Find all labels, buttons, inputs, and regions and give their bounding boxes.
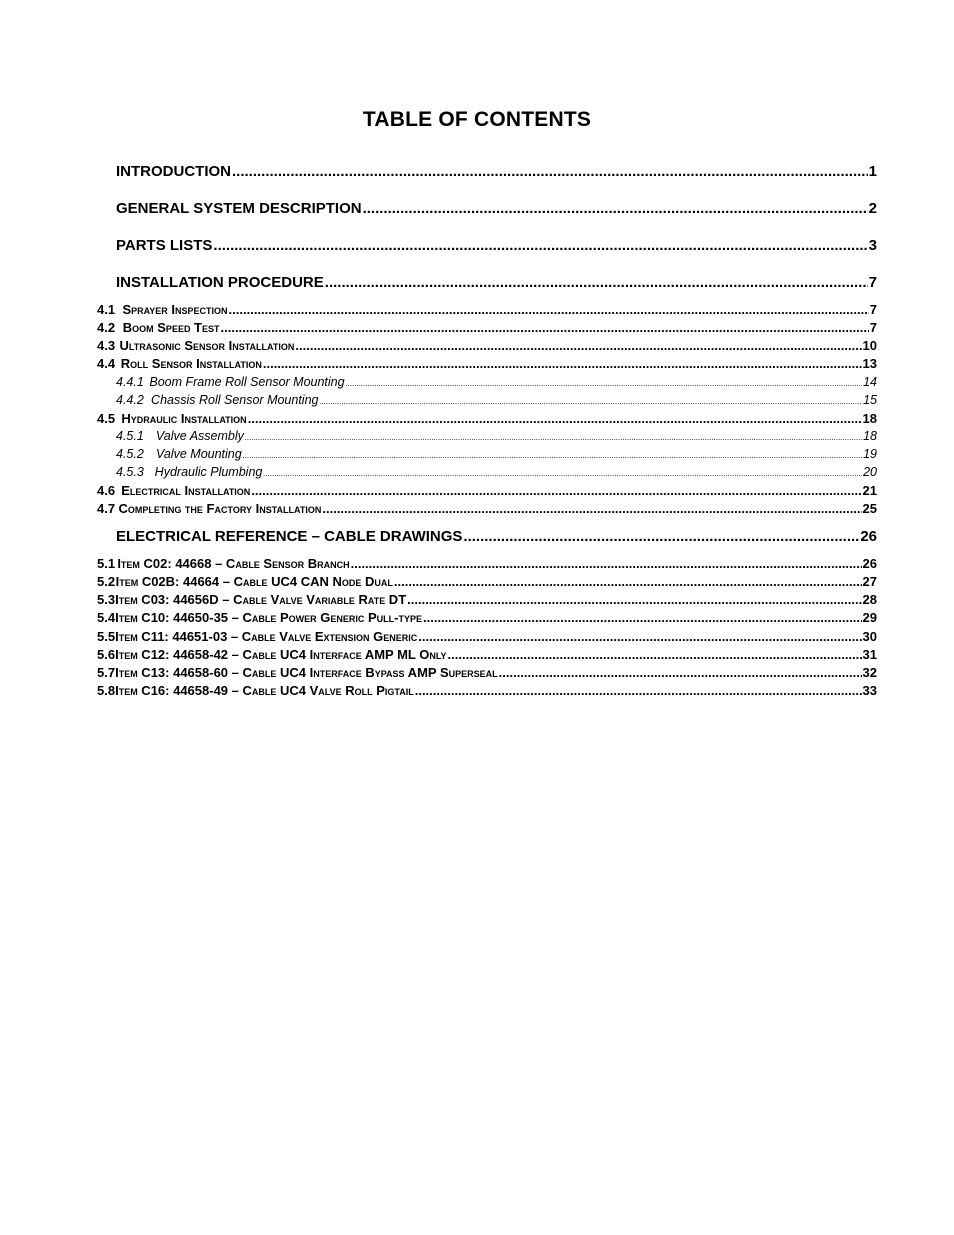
toc-entry-number: 4.2 [97, 320, 116, 335]
toc-entry-number: 4.4 [97, 356, 116, 371]
toc-entry-page: 30 [862, 629, 877, 644]
toc-entry-text: INTRODUCTION [116, 163, 231, 180]
toc-entry-text: Hydraulic Plumbing [154, 465, 263, 479]
toc-entry-number: 5.2 [97, 574, 116, 589]
toc-entry-number: 4.5 [97, 411, 116, 426]
toc-entry-page: 19 [863, 447, 877, 461]
toc-entry-4-4[interactable] [97, 356, 877, 371]
toc-entry-text: Boom Speed Test [122, 320, 220, 335]
toc-entry-4-4-2[interactable] [116, 393, 877, 407]
toc-entry-text: Ultrasonic Sensor Installation [119, 338, 295, 353]
toc-entry-page: 18 [862, 411, 877, 426]
toc-entry-text: Completing the Factory Installation [118, 501, 322, 516]
toc-entry-4-4-1[interactable] [116, 375, 877, 389]
toc-entry-5-4[interactable] [97, 610, 877, 625]
toc-entry-number: 5.7 [97, 665, 116, 680]
toc-entry-page: 18 [863, 429, 877, 443]
toc-entry-introduction[interactable] [116, 163, 877, 180]
toc-entry-text: Item C13: 44658-60 – Cable UC4 Interface Bypass AMP Superseal [115, 665, 498, 680]
toc-entry-page: 7 [868, 274, 877, 291]
leader-dots [213, 237, 867, 254]
toc-entry-text: Valve Mounting [156, 447, 242, 461]
toc-entry-text: Boom Frame Roll Sensor Mounting [149, 375, 345, 389]
leader-dots [245, 433, 862, 442]
leader-dots [263, 469, 862, 478]
toc-entry-number: 5.1 [97, 556, 116, 571]
toc-entry-text: Item C10: 44650-35 – Cable Power Generic Pull-type [115, 610, 422, 625]
toc-entry-number: 4.7 [97, 501, 116, 516]
toc-entry-page: 7 [869, 302, 877, 317]
toc-entry-text: Valve Assembly [155, 429, 244, 443]
toc-entry-page: 28 [862, 592, 877, 607]
toc-entry-page: 15 [863, 393, 877, 407]
toc-entry-5-2[interactable] [97, 574, 877, 589]
toc-entry-text: Item C11: 44651-03 – Cable Valve Extension Generic [115, 629, 418, 644]
toc-entry-5-6[interactable] [97, 647, 877, 662]
leader-dots [351, 556, 862, 571]
toc-entry-text: INSTALLATION PROCEDURE [116, 274, 324, 291]
toc-entry-page: 1 [868, 163, 877, 180]
toc-entry-page: 27 [862, 574, 877, 589]
toc-entry-4-5[interactable] [97, 411, 877, 426]
leader-dots [363, 200, 868, 217]
toc-entry-page: 32 [862, 665, 877, 680]
toc-entry-number: 5.3 [97, 592, 116, 607]
toc-entry-text: ELECTRICAL REFERENCE – CABLE DRAWINGS [116, 528, 463, 545]
leader-dots [423, 610, 862, 625]
toc-entry-page: 29 [862, 610, 877, 625]
leader-dots [229, 302, 869, 317]
toc-entry-text: Item C16: 44658-49 – Cable UC4 Valve Roll Pigtail [115, 683, 414, 698]
toc-entry-page: 25 [862, 501, 877, 516]
toc-entry-page: 10 [862, 338, 877, 353]
leader-dots [463, 528, 859, 545]
toc-entry-4-7[interactable] [97, 501, 877, 516]
leader-dots [407, 592, 861, 607]
toc-entry-parts-lists[interactable] [116, 237, 877, 254]
leader-dots [320, 397, 863, 406]
leader-dots [418, 629, 861, 644]
toc-entry-general-system-description[interactable] [116, 200, 877, 217]
toc-entry-number: 5.6 [97, 647, 116, 662]
leader-dots [232, 163, 868, 180]
toc-entry-5-8[interactable] [97, 683, 877, 698]
toc-entry-5-5[interactable] [97, 629, 877, 644]
toc-entry-number: 4.3 [97, 338, 116, 353]
toc-entry-text: Sprayer Inspection [122, 302, 228, 317]
toc-entry-text: Electrical Installation [121, 483, 251, 498]
toc-entry-page: 26 [860, 528, 877, 545]
leader-dots [295, 338, 861, 353]
toc-entry-text: PARTS LISTS [116, 237, 213, 254]
toc-entry-page: 26 [862, 556, 877, 571]
toc-entry-number: 4.5.1 [116, 429, 144, 443]
page-title: TABLE OF CONTENTS [362, 108, 592, 131]
toc-entry-number: 4.4.2 [116, 393, 144, 407]
toc-entry-number: 4.5.3 [116, 465, 144, 479]
toc-entry-page: 33 [862, 683, 877, 698]
toc-entry-5-1[interactable] [97, 556, 877, 571]
leader-dots [499, 665, 862, 680]
toc-entry-page: 13 [862, 356, 877, 371]
toc-entry-text: Hydraulic Installation [121, 411, 247, 426]
toc-entry-text: GENERAL SYSTEM DESCRIPTION [116, 200, 362, 217]
toc-entry-4-3[interactable] [97, 338, 877, 353]
toc-entry-text: Item C12: 44658-42 – Cable UC4 Interface AMP ML Only [115, 647, 447, 662]
toc-entry-number: 4.5.2 [116, 447, 144, 461]
toc-entry-text: Item C03: 44656D – Cable Valve Variable Rate DT [115, 592, 407, 607]
toc-entry-number: 4.1 [97, 302, 116, 317]
leader-dots [221, 320, 869, 335]
toc-entry-text: Item C02B: 44664 – Cable UC4 CAN Node Dual [115, 574, 393, 589]
toc-entry-page: 2 [868, 200, 877, 217]
toc-entry-installation-procedure[interactable] [116, 274, 877, 291]
leader-dots [322, 501, 861, 516]
leader-dots [243, 451, 862, 460]
toc-entry-text: Item C02: 44668 – Cable Sensor Branch [117, 556, 350, 571]
leader-dots [415, 683, 862, 698]
toc-entry-page: 20 [863, 465, 877, 479]
toc-entry-electrical-reference[interactable] [116, 528, 877, 545]
leader-dots [394, 574, 862, 589]
leader-dots [248, 411, 862, 426]
toc-entry-number: 5.5 [97, 629, 116, 644]
toc-entry-5-3[interactable] [97, 592, 877, 607]
toc-entry-number: 4.6 [97, 483, 116, 498]
toc-entry-4-5-3[interactable] [116, 465, 877, 479]
toc-entry-text: Chassis Roll Sensor Mounting [151, 393, 319, 407]
toc-entry-4-5-2[interactable] [116, 447, 877, 461]
leader-dots [251, 483, 861, 498]
leader-dots [325, 274, 868, 291]
toc-entry-text: Roll Sensor Installation [120, 356, 262, 371]
toc-entry-4-5-1[interactable] [116, 429, 877, 443]
toc-entry-number: 4.4.1 [116, 375, 144, 389]
toc-entry-4-6[interactable] [97, 483, 877, 498]
toc-entry-number: 5.4 [97, 610, 116, 625]
leader-dots [448, 647, 862, 662]
toc-entry-page: 3 [868, 237, 877, 254]
toc-entry-page: 21 [862, 483, 877, 498]
leader-dots [346, 379, 863, 388]
toc-entry-5-7[interactable] [97, 665, 877, 680]
toc-entry-page: 7 [869, 320, 877, 335]
toc-entry-page: 14 [863, 375, 877, 389]
toc-entry-page: 31 [862, 647, 877, 662]
toc-entry-4-1[interactable] [97, 302, 877, 317]
toc-entry-number: 5.8 [97, 683, 116, 698]
toc-entry-4-2[interactable] [97, 320, 877, 335]
leader-dots [263, 356, 862, 371]
